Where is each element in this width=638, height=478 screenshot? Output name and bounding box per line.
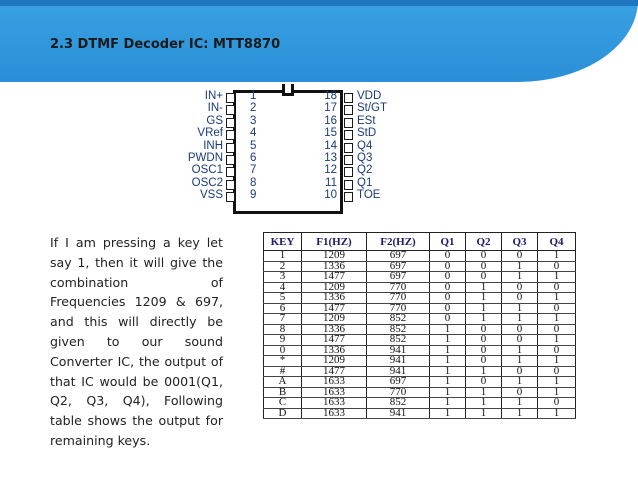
pin-lead — [226, 93, 235, 103]
table-cell: 1 — [502, 345, 538, 356]
column-header: F2(HZ) — [367, 233, 430, 251]
table-cell: 0 — [502, 324, 538, 335]
table-cell: 1336 — [302, 324, 367, 335]
table-cell: 941 — [367, 345, 430, 356]
table-cell: 1 — [502, 303, 538, 314]
pin-number-right: 14 — [324, 139, 337, 152]
table-cell: 852 — [367, 314, 430, 325]
pin-label-left: OSC1 — [191, 164, 223, 177]
pin-lead — [344, 118, 353, 128]
table-cell: 1 — [502, 261, 538, 272]
pin-number-right: 17 — [324, 102, 337, 115]
table-cell: 1 — [430, 387, 466, 398]
table-row — [264, 324, 576, 335]
table-cell: 1 — [502, 272, 538, 283]
table-cell: 0 — [466, 377, 502, 388]
table-cell: 1477 — [302, 303, 367, 314]
table-cell: 0 — [466, 356, 502, 367]
table-cell: 697 — [367, 377, 430, 388]
pin-number-left: 7 — [250, 164, 257, 177]
table-cell: 0 — [264, 345, 302, 356]
table-cell: # — [264, 366, 302, 377]
table-row — [264, 366, 576, 377]
table-cell: 1 — [430, 377, 466, 388]
table-cell: 1 — [430, 408, 466, 419]
column-header: Q2 — [466, 233, 502, 251]
table-cell: 0 — [538, 398, 576, 409]
table-cell: 7 — [264, 314, 302, 325]
pin-label-right: St/GT — [357, 102, 388, 115]
table-cell: 1 — [538, 272, 576, 283]
table-cell: 0 — [466, 335, 502, 346]
table-cell: 0 — [430, 293, 466, 304]
pin-label-right: Q3 — [357, 152, 373, 164]
table-row — [264, 345, 576, 356]
table-cell: 1 — [466, 408, 502, 419]
column-header: Q4 — [538, 233, 576, 251]
table-cell: 1 — [430, 356, 466, 367]
table-row — [264, 282, 576, 293]
pin-label-left: OSC2 — [191, 176, 223, 189]
table-cell: 1209 — [302, 251, 367, 262]
ic-pinout-diagram — [175, 78, 405, 218]
table-cell: 0 — [466, 261, 502, 272]
pin-number-left: 5 — [250, 139, 257, 152]
table-cell: 852 — [367, 324, 430, 335]
table-cell: 1336 — [302, 261, 367, 272]
table-cell: 770 — [367, 303, 430, 314]
pin-label-left: GS — [206, 114, 223, 127]
table-row — [264, 398, 576, 409]
table-cell: 0 — [430, 251, 466, 262]
pin-number-right: 13 — [324, 152, 337, 164]
pin-lead — [344, 143, 353, 153]
table-cell: 697 — [367, 251, 430, 262]
pin-number-left: 3 — [250, 114, 257, 127]
table-cell: 852 — [367, 398, 430, 409]
table-cell: 1209 — [302, 282, 367, 293]
pin-number-left: 9 — [250, 189, 257, 202]
pin-label-right: TOE — [357, 189, 381, 202]
pin-lead — [344, 130, 353, 140]
pin-label-right: Q4 — [357, 139, 373, 152]
pin-label-left: IN+ — [204, 90, 223, 102]
table-cell: 1 — [466, 293, 502, 304]
pin-lead — [226, 167, 235, 177]
table-cell: 1477 — [302, 272, 367, 283]
table-cell: 0 — [430, 261, 466, 272]
table-cell: 1 — [502, 356, 538, 367]
pin-label-left: VRef — [197, 127, 223, 140]
table-cell: 1 — [466, 366, 502, 377]
table-cell: 1633 — [302, 377, 367, 388]
table-cell: 0 — [502, 282, 538, 293]
table-cell: 0 — [502, 251, 538, 262]
pin-label-right: Q2 — [357, 164, 373, 177]
table-cell: 1477 — [302, 366, 367, 377]
table-cell: 1 — [538, 251, 576, 262]
header-accent-strip — [0, 0, 638, 6]
pin-label-right: StD — [357, 127, 377, 140]
table-row — [264, 303, 576, 314]
table-cell: 1633 — [302, 387, 367, 398]
pin-lead — [344, 180, 353, 190]
pin-label-left: PWDN — [187, 152, 223, 164]
table-cell: 1 — [264, 251, 302, 262]
pin-number-left: 6 — [250, 152, 257, 164]
description-paragraph: If I am pressing a key let say 1, then it will give the combination of Frequencies 1209 & 697, and this will directly be given to our sound Converter IC, the output of that IC would be 0001(Q1, Q2, Q3, Q4), Following table shows the output for remaining keys. — [50, 235, 223, 448]
table-cell: 1633 — [302, 398, 367, 409]
pin-lead — [344, 105, 353, 115]
pin-label-right: ESt — [357, 114, 376, 127]
table-cell: 1 — [538, 387, 576, 398]
table-cell: 0 — [538, 303, 576, 314]
table-cell: 2 — [264, 261, 302, 272]
table-cell: 1 — [502, 377, 538, 388]
table-cell: 1336 — [302, 345, 367, 356]
column-header: KEY — [264, 233, 302, 251]
table-cell: 1 — [538, 356, 576, 367]
pin-lead — [226, 192, 235, 202]
table-row — [264, 251, 576, 262]
table-cell: 0 — [502, 366, 538, 377]
table-cell: 0 — [502, 387, 538, 398]
table-cell: 0 — [430, 282, 466, 293]
table-cell: 0 — [538, 261, 576, 272]
pin-number-left: 2 — [250, 102, 257, 115]
table-cell: 1 — [538, 314, 576, 325]
table-cell: 8 — [264, 324, 302, 335]
table-cell: 1 — [538, 408, 576, 419]
pin-lead — [226, 105, 235, 115]
table-row — [264, 261, 576, 272]
table-cell: 1 — [430, 366, 466, 377]
pin-number-right: 11 — [325, 176, 337, 189]
pin-label-right: VDD — [357, 90, 382, 102]
column-header: F1(HZ) — [302, 233, 367, 251]
table-row — [264, 356, 576, 367]
table-cell: 941 — [367, 408, 430, 419]
table-row — [264, 408, 576, 419]
table-cell: 0 — [430, 314, 466, 325]
table-header-row — [264, 233, 576, 251]
table-cell: 1 — [430, 324, 466, 335]
table-row — [264, 377, 576, 388]
table-cell: 3 — [264, 272, 302, 283]
table-cell: 4 — [264, 282, 302, 293]
table-cell: * — [264, 356, 302, 367]
table-cell: 1 — [430, 398, 466, 409]
table-cell: 6 — [264, 303, 302, 314]
table-cell: 0 — [502, 335, 538, 346]
table-cell: B — [264, 387, 302, 398]
table-cell: 0 — [538, 282, 576, 293]
table-cell: 1209 — [302, 356, 367, 367]
pin-lead — [226, 180, 235, 190]
table-cell: A — [264, 377, 302, 388]
table-cell: 1 — [538, 377, 576, 388]
table-cell: 0 — [430, 272, 466, 283]
pin-number-left: 8 — [250, 176, 257, 189]
table-cell: 1 — [430, 345, 466, 356]
pin-number-left: 1 — [250, 90, 257, 102]
table-cell: 697 — [367, 261, 430, 272]
table-cell: 770 — [367, 387, 430, 398]
table-cell: 1 — [466, 387, 502, 398]
table-cell: 1 — [466, 303, 502, 314]
table-row — [264, 272, 576, 283]
table-cell: 0 — [466, 345, 502, 356]
table-cell: 0 — [466, 324, 502, 335]
table-cell: 1 — [502, 398, 538, 409]
pin-number-right: 12 — [324, 164, 337, 177]
table-cell: 1 — [538, 293, 576, 304]
pin-number-right: 16 — [324, 114, 337, 127]
table-cell: 1 — [466, 314, 502, 325]
column-header: Q1 — [430, 233, 466, 251]
pin-label-right: Q1 — [357, 176, 373, 189]
table-cell: 1 — [430, 335, 466, 346]
slide-title: 2.3 DTMF Decoder IC: MTT8870 — [50, 37, 281, 52]
table-cell: 5 — [264, 293, 302, 304]
pin-lead — [344, 167, 353, 177]
table-cell: 852 — [367, 335, 430, 346]
table-cell: 9 — [264, 335, 302, 346]
table-cell: 0 — [502, 293, 538, 304]
table-cell: 770 — [367, 293, 430, 304]
table-cell: C — [264, 398, 302, 409]
table-cell: 0 — [466, 251, 502, 262]
table-cell: 941 — [367, 356, 430, 367]
pin-lead — [226, 155, 235, 165]
table-cell: 1 — [466, 398, 502, 409]
table-cell: 0 — [466, 272, 502, 283]
table-cell: 697 — [367, 272, 430, 283]
table-cell: 1633 — [302, 408, 367, 419]
pin-lead — [344, 192, 353, 202]
table-cell: 1 — [502, 408, 538, 419]
table-cell: 1336 — [302, 293, 367, 304]
pin-lead — [344, 93, 353, 103]
table-cell: D — [264, 408, 302, 419]
pin-number-right: 10 — [324, 189, 337, 202]
pin-lead — [226, 130, 235, 140]
table-body — [264, 251, 576, 419]
table-cell: 0 — [538, 324, 576, 335]
table-cell: 1477 — [302, 335, 367, 346]
pin-lead — [344, 155, 353, 165]
pin-label-left: IN- — [207, 102, 223, 115]
pin-label-left: INH — [203, 139, 223, 152]
pin-number-left: 4 — [250, 127, 257, 140]
table-row — [264, 293, 576, 304]
column-header: Q3 — [502, 233, 538, 251]
table-cell: 0 — [538, 366, 576, 377]
pin-label-left: VSS — [199, 189, 223, 202]
table-row — [264, 387, 576, 398]
table-cell: 770 — [367, 282, 430, 293]
table-cell: 941 — [367, 366, 430, 377]
table-row — [264, 314, 576, 325]
table-cell: 1 — [502, 314, 538, 325]
pin-lead — [226, 118, 235, 128]
table-cell: 0 — [430, 303, 466, 314]
table-row — [264, 335, 576, 346]
table-cell: 1209 — [302, 314, 367, 325]
pin-number-right: 15 — [324, 127, 337, 140]
pin-number-right: 18 — [324, 90, 337, 102]
ic-notch — [282, 84, 294, 96]
dtmf-key-table — [263, 232, 576, 419]
table-cell: 1 — [466, 282, 502, 293]
pin-lead — [226, 143, 235, 153]
table-cell: 1 — [538, 335, 576, 346]
table-cell: 0 — [538, 345, 576, 356]
